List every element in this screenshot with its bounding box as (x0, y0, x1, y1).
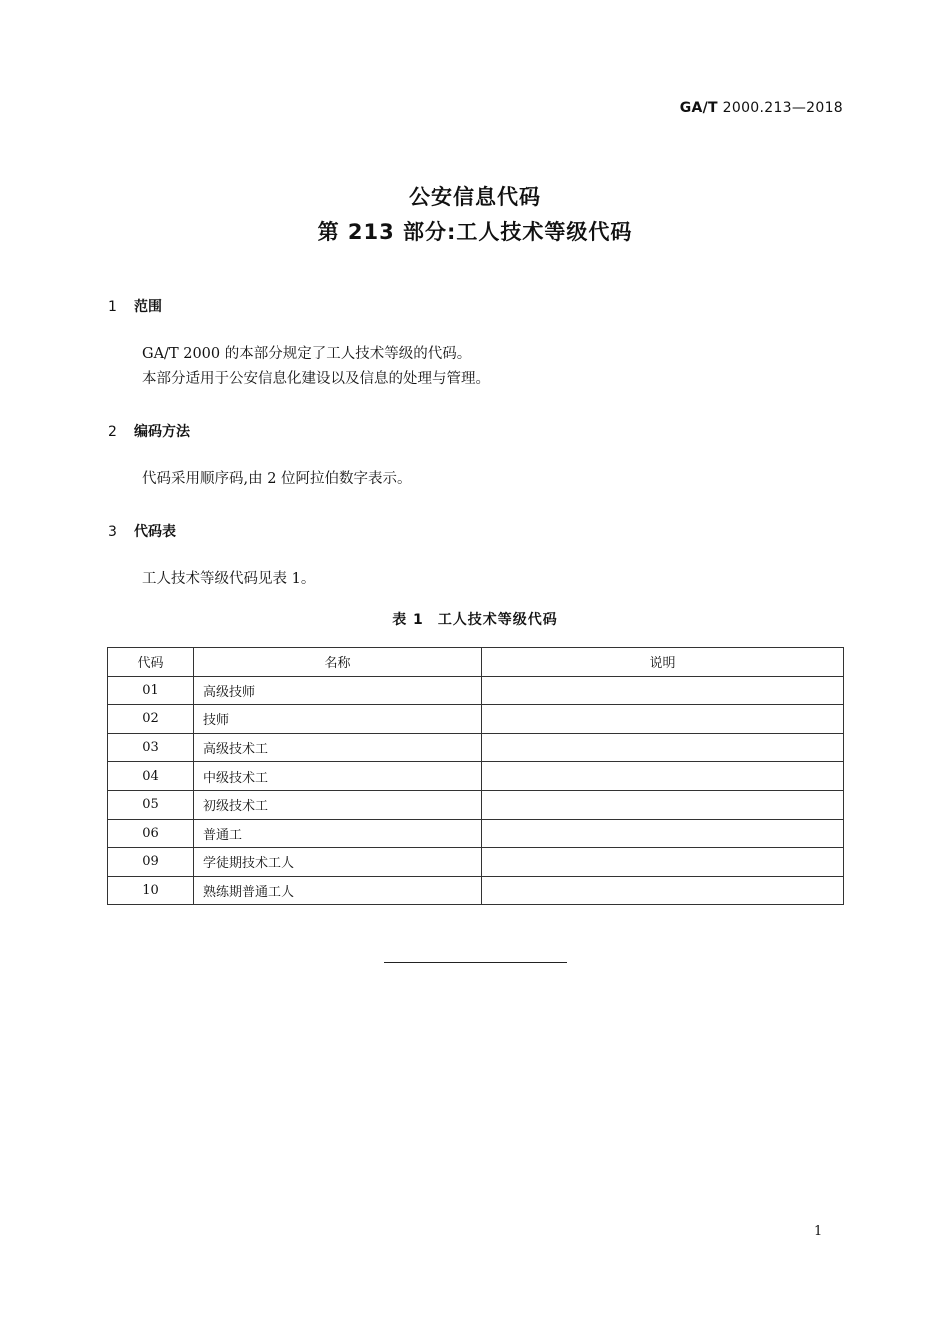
code-table (107, 647, 844, 905)
table-header-row (108, 648, 844, 677)
document-title (0, 180, 950, 250)
cell-name: 熟练期普通工人 (194, 876, 482, 905)
section-1-body (142, 342, 490, 392)
cell-code: 03 (108, 733, 194, 762)
section-2-body (142, 467, 412, 492)
cell-code: 09 (108, 848, 194, 877)
cell-note (482, 762, 844, 791)
section-title: 范围 (134, 299, 162, 315)
title-line-2: 第 213 部分:工人技术等级代码 (317, 220, 633, 244)
table-caption-label: 表 1 (392, 612, 424, 628)
section-1-heading (108, 296, 162, 316)
cell-code: 02 (108, 705, 194, 734)
title-line-1: 公安信息代码 (409, 185, 541, 209)
section-2-heading (108, 421, 190, 441)
table-row (108, 733, 844, 762)
cell-code: 04 (108, 762, 194, 791)
end-rule-divider (384, 962, 567, 963)
cell-name: 中级技术工 (194, 762, 482, 791)
section-number: 3 (108, 524, 117, 540)
table-row (108, 705, 844, 734)
cell-note (482, 790, 844, 819)
standard-code: 2000.213—2018 (722, 100, 843, 116)
standard-prefix: GA/T (679, 100, 718, 116)
cell-note (482, 705, 844, 734)
cell-note (482, 848, 844, 877)
paragraph: 工人技术等级代码见表 1。 (142, 571, 316, 587)
header-name: 名称 (194, 648, 482, 677)
header-code: 代码 (108, 648, 194, 677)
cell-name: 初级技术工 (194, 790, 482, 819)
paragraph: 代码采用顺序码,由 2 位阿拉伯数字表示。 (142, 471, 412, 487)
cell-code: 06 (108, 819, 194, 848)
section-3-body (142, 567, 315, 592)
cell-code: 01 (108, 676, 194, 705)
cell-name: 高级技术工 (194, 733, 482, 762)
table-row (108, 848, 844, 877)
table-row (108, 676, 844, 705)
standard-number (680, 100, 843, 116)
table-row (108, 819, 844, 848)
cell-note (482, 733, 844, 762)
cell-name: 高级技师 (194, 676, 482, 705)
cell-name: 普通工 (194, 819, 482, 848)
section-number: 2 (108, 424, 117, 440)
table-row (108, 790, 844, 819)
cell-note (482, 876, 844, 905)
table-caption-title: 工人技术等级代码 (437, 612, 558, 628)
section-3-heading (108, 521, 176, 541)
cell-name: 技师 (194, 705, 482, 734)
section-title: 编码方法 (134, 424, 190, 440)
cell-code: 05 (108, 790, 194, 819)
cell-name: 学徒期技术工人 (194, 848, 482, 877)
cell-code: 10 (108, 876, 194, 905)
table-caption (0, 609, 950, 629)
paragraph: 本部分适用于公安信息化建设以及信息的处理与管理。 (142, 371, 490, 387)
table-row (108, 876, 844, 905)
header-note: 说明 (482, 648, 844, 677)
cell-note (482, 819, 844, 848)
cell-note (482, 676, 844, 705)
page-number: 1 (814, 1224, 823, 1239)
paragraph: GA/T 2000 的本部分规定了工人技术等级的代码。 (142, 346, 472, 362)
table-row (108, 762, 844, 791)
section-title: 代码表 (134, 524, 176, 540)
section-number: 1 (108, 299, 117, 315)
